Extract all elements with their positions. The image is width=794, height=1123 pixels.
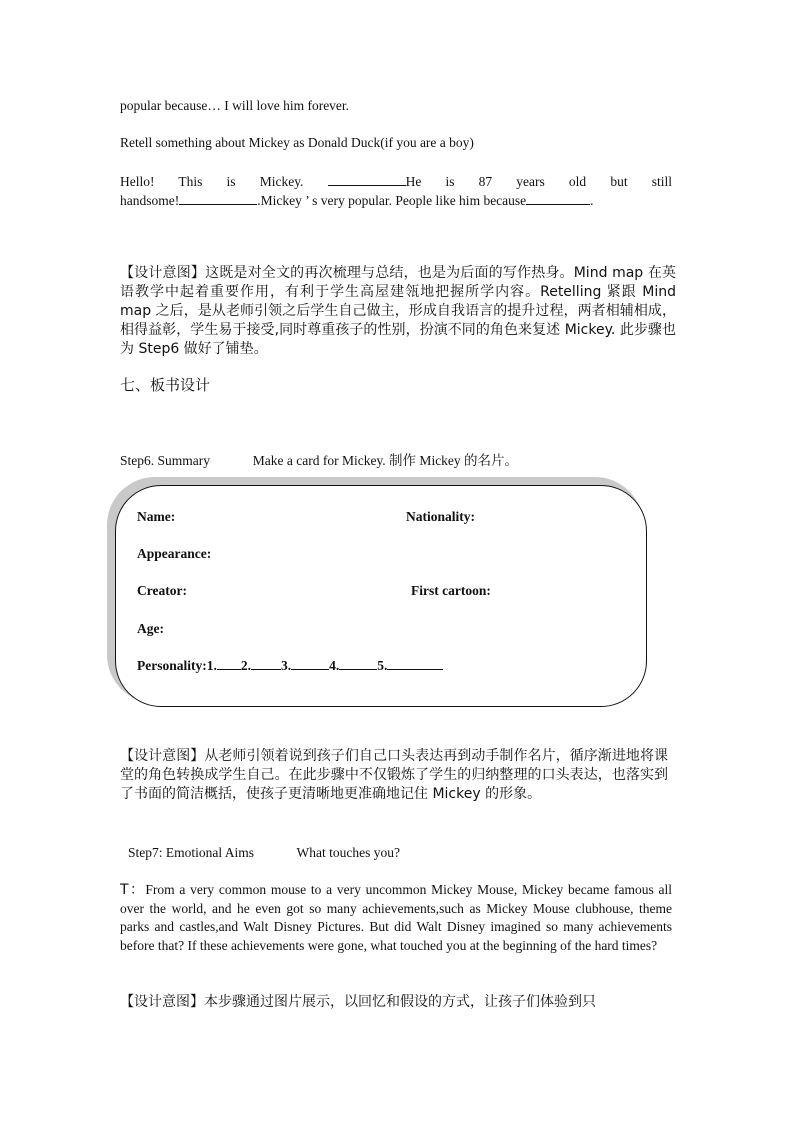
step6-heading (120, 452, 518, 470)
card-age-label: Age: (137, 621, 164, 636)
hello-text-after: He is 87 years old but still (405, 174, 672, 189)
card-personality-row (137, 657, 443, 675)
design-intent-paragraph-1 (120, 264, 676, 359)
design-intent-text: 从老师引领着说到孩子们自己口头表达再到动手制作名片，循序渐进地将课堂的角色转换成学生自己。在此步骤中不仅锻炼了学生的归纳整理的口头表达，也落实到了书面的简洁概括，使孩子更清晰地更准确地记住 Mickey 的形象。 (120, 748, 669, 802)
design-intent-label: 【设计意图】 (120, 994, 204, 1010)
hello-paragraph-row1 (120, 172, 672, 191)
personality-blank-3 (291, 657, 329, 670)
card-nationality-label: Nationality: (406, 509, 475, 524)
card-appearance-label: Appearance: (137, 546, 212, 561)
mickey-card (107, 477, 652, 713)
personality-num-2: 2. (240, 658, 251, 673)
design-intent-text: 本步骤通过图片展示，以回忆和假设的方式，让孩子们体验到只 (204, 994, 596, 1010)
card-name-label: Name: (137, 509, 176, 524)
text-line-retell: Retell something about Mickey as Donald Duck(if you are a boy) (120, 135, 474, 150)
teacher-label: T： (120, 882, 146, 898)
step6-instruction: Make a card for Mickey. 制作 Mickey 的名片。 (252, 453, 519, 468)
hello-paragraph-row2 (120, 191, 594, 210)
personality-blank-4 (339, 657, 377, 670)
design-intent-text: 这既是对全文的再次梳理与总结，也是为后面的写作热身。Mind map 在英语教学中起着重要作用，有利于学生高屋建瓴地把握所学内容。Retelling 紧跟 Mind map 之后，是从老师引领之后学生自己做主，形成自我语言的提升过程，两者相辅相成，相得益彰，学生易于接受,同时尊重孩子的性别，扮演不同的角色来复述 Mickey. 此步骤也为 Step6 做好了铺垫。 (120, 265, 677, 357)
teacher-paragraph (120, 881, 672, 955)
hello-end: . (590, 193, 594, 208)
card-frame (115, 485, 647, 707)
card-creator-label: Creator: (137, 583, 187, 598)
personality-blank-5 (387, 657, 443, 670)
personality-blank-1 (217, 657, 241, 670)
design-intent-label: 【设计意图】 (120, 265, 206, 281)
personality-num-1: 1. (206, 658, 217, 673)
personality-blank-2 (251, 657, 281, 670)
hello-mickey-popular: .Mickey ’ s very popular. People like him because (257, 193, 527, 208)
step6-label: Step6. Summary (120, 453, 210, 468)
step7-question: What touches you? (296, 845, 400, 860)
card-personality-label: Personality: (137, 658, 207, 673)
personality-num-4: 4. (329, 658, 340, 673)
blank-line (328, 172, 406, 186)
step7-label: Step7: Emotional Aims (128, 845, 255, 860)
blank-line (526, 191, 590, 205)
blank-line (179, 191, 257, 205)
personality-num-5: 5. (377, 658, 388, 673)
section-heading-board-design: 七、板书设计 (120, 376, 211, 394)
step7-heading (128, 844, 400, 862)
design-intent-label: 【设计意图】 (120, 748, 205, 764)
text-line-popular: popular because… I will love him forever. (120, 98, 350, 113)
design-intent-paragraph-2 (120, 747, 668, 804)
design-intent-paragraph-3 (120, 993, 680, 1012)
hello-handsome: handsome! (120, 193, 180, 208)
teacher-text: From a very common mouse to a very uncommon Mickey Mouse, Mickey became famous all over the world, and he even got so many achievements,such as Mickey Mouse clubhouse, theme parks and castles,and Walt Disney Pictures. But did Walt Disney imagined so many achievements before that? If these achievements were gone, what touched you at the beginning of the hard times? (120, 882, 672, 953)
card-first-cartoon-label: First cartoon: (411, 583, 491, 598)
hello-text-before: Hello! This is Mickey. (120, 174, 328, 189)
personality-num-3: 3. (281, 658, 292, 673)
